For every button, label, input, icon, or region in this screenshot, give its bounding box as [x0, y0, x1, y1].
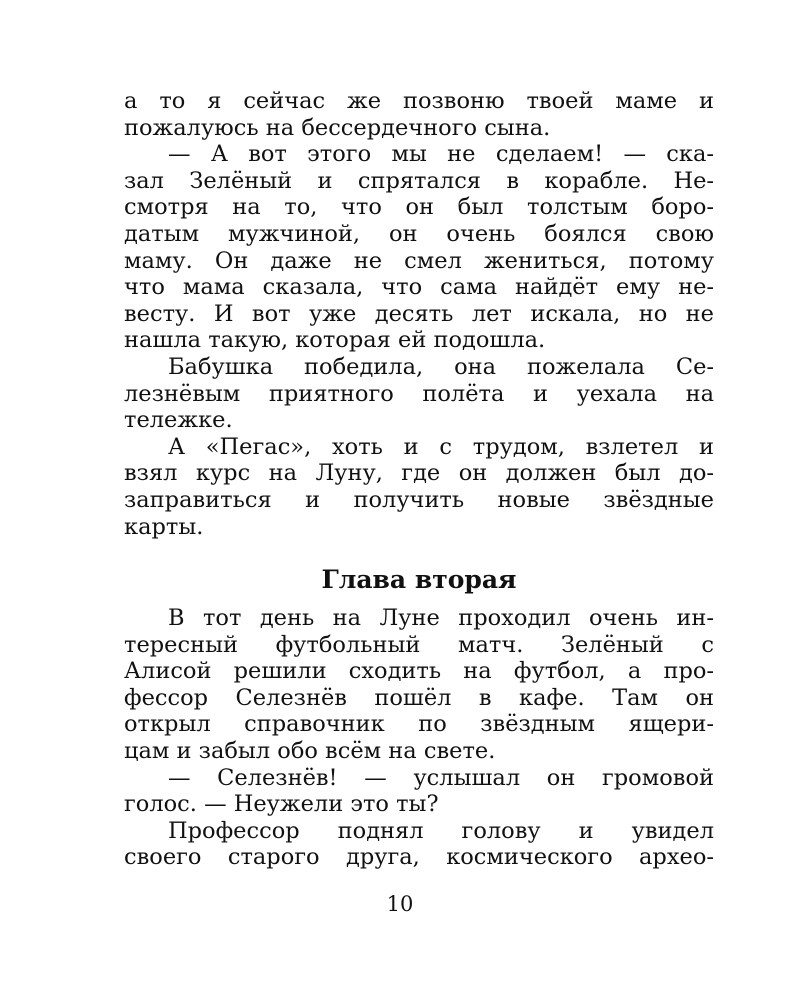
chapter-title: Глава вторая: [321, 565, 517, 594]
text-line: своего старого друга, космического архео-: [124, 844, 714, 871]
text-line: смотря на то, что он был толстым боро-: [124, 194, 714, 221]
text-line: А «Пегас», хоть и с трудом, взлетел и: [168, 433, 714, 460]
text-line: Алисой решили сходить на футбол, а про-: [124, 658, 714, 685]
text-line: лезнёвым приятного полёта и уехала на: [124, 380, 714, 407]
text-line: маму. Он даже не смел жениться, потому: [124, 247, 714, 274]
text-line: пожалуюсь на бессердечного сына.: [124, 114, 551, 141]
text-line: что мама сказала, что сама найдёт ему не-: [124, 274, 714, 301]
text-line: Бабушка победила, она пожелала Се-: [168, 353, 714, 380]
text-line: датым мужчиной, он очень боялся свою: [124, 220, 714, 247]
text-line: а то я сейчас же позвоню твоей маме и: [124, 88, 714, 114]
text-line: — А вот этого мы не сделаем! — ска-: [168, 141, 714, 168]
text-line: — Селезнёв! — услышал он громовой: [168, 764, 714, 791]
text-block-top: [124, 88, 714, 540]
text-line: открыл справочник по звёздным ящери-: [124, 711, 714, 738]
page-number: 10: [386, 892, 414, 916]
text-line: голос. — Неужели это ты?: [124, 791, 439, 818]
text-line: тележке.: [124, 407, 233, 434]
text-line: В тот день на Луне проходил очень ин-: [168, 605, 714, 631]
text-line: карты.: [124, 513, 204, 540]
text-line: фессор Селезнёв пошёл в кафе. Там он: [124, 684, 714, 711]
text-block-bottom: [124, 605, 714, 871]
text-line: Профессор поднял голову и увидел: [168, 817, 714, 844]
text-line: взял курс на Луну, где он должен был до-: [124, 460, 714, 487]
text-line: тересный футбольный матч. Зелёный с: [124, 631, 714, 658]
text-line: цам и забыл обо всём на свете.: [124, 737, 496, 764]
text-line: весту. И вот уже десять лет искала, но не: [124, 300, 714, 327]
text-line: заправиться и получить новые звёздные: [124, 486, 714, 513]
text-line: зал Зелёный и спрятался в корабле. Не-: [124, 167, 714, 194]
text-line: нашла такую, которая ей подошла.: [124, 327, 546, 354]
